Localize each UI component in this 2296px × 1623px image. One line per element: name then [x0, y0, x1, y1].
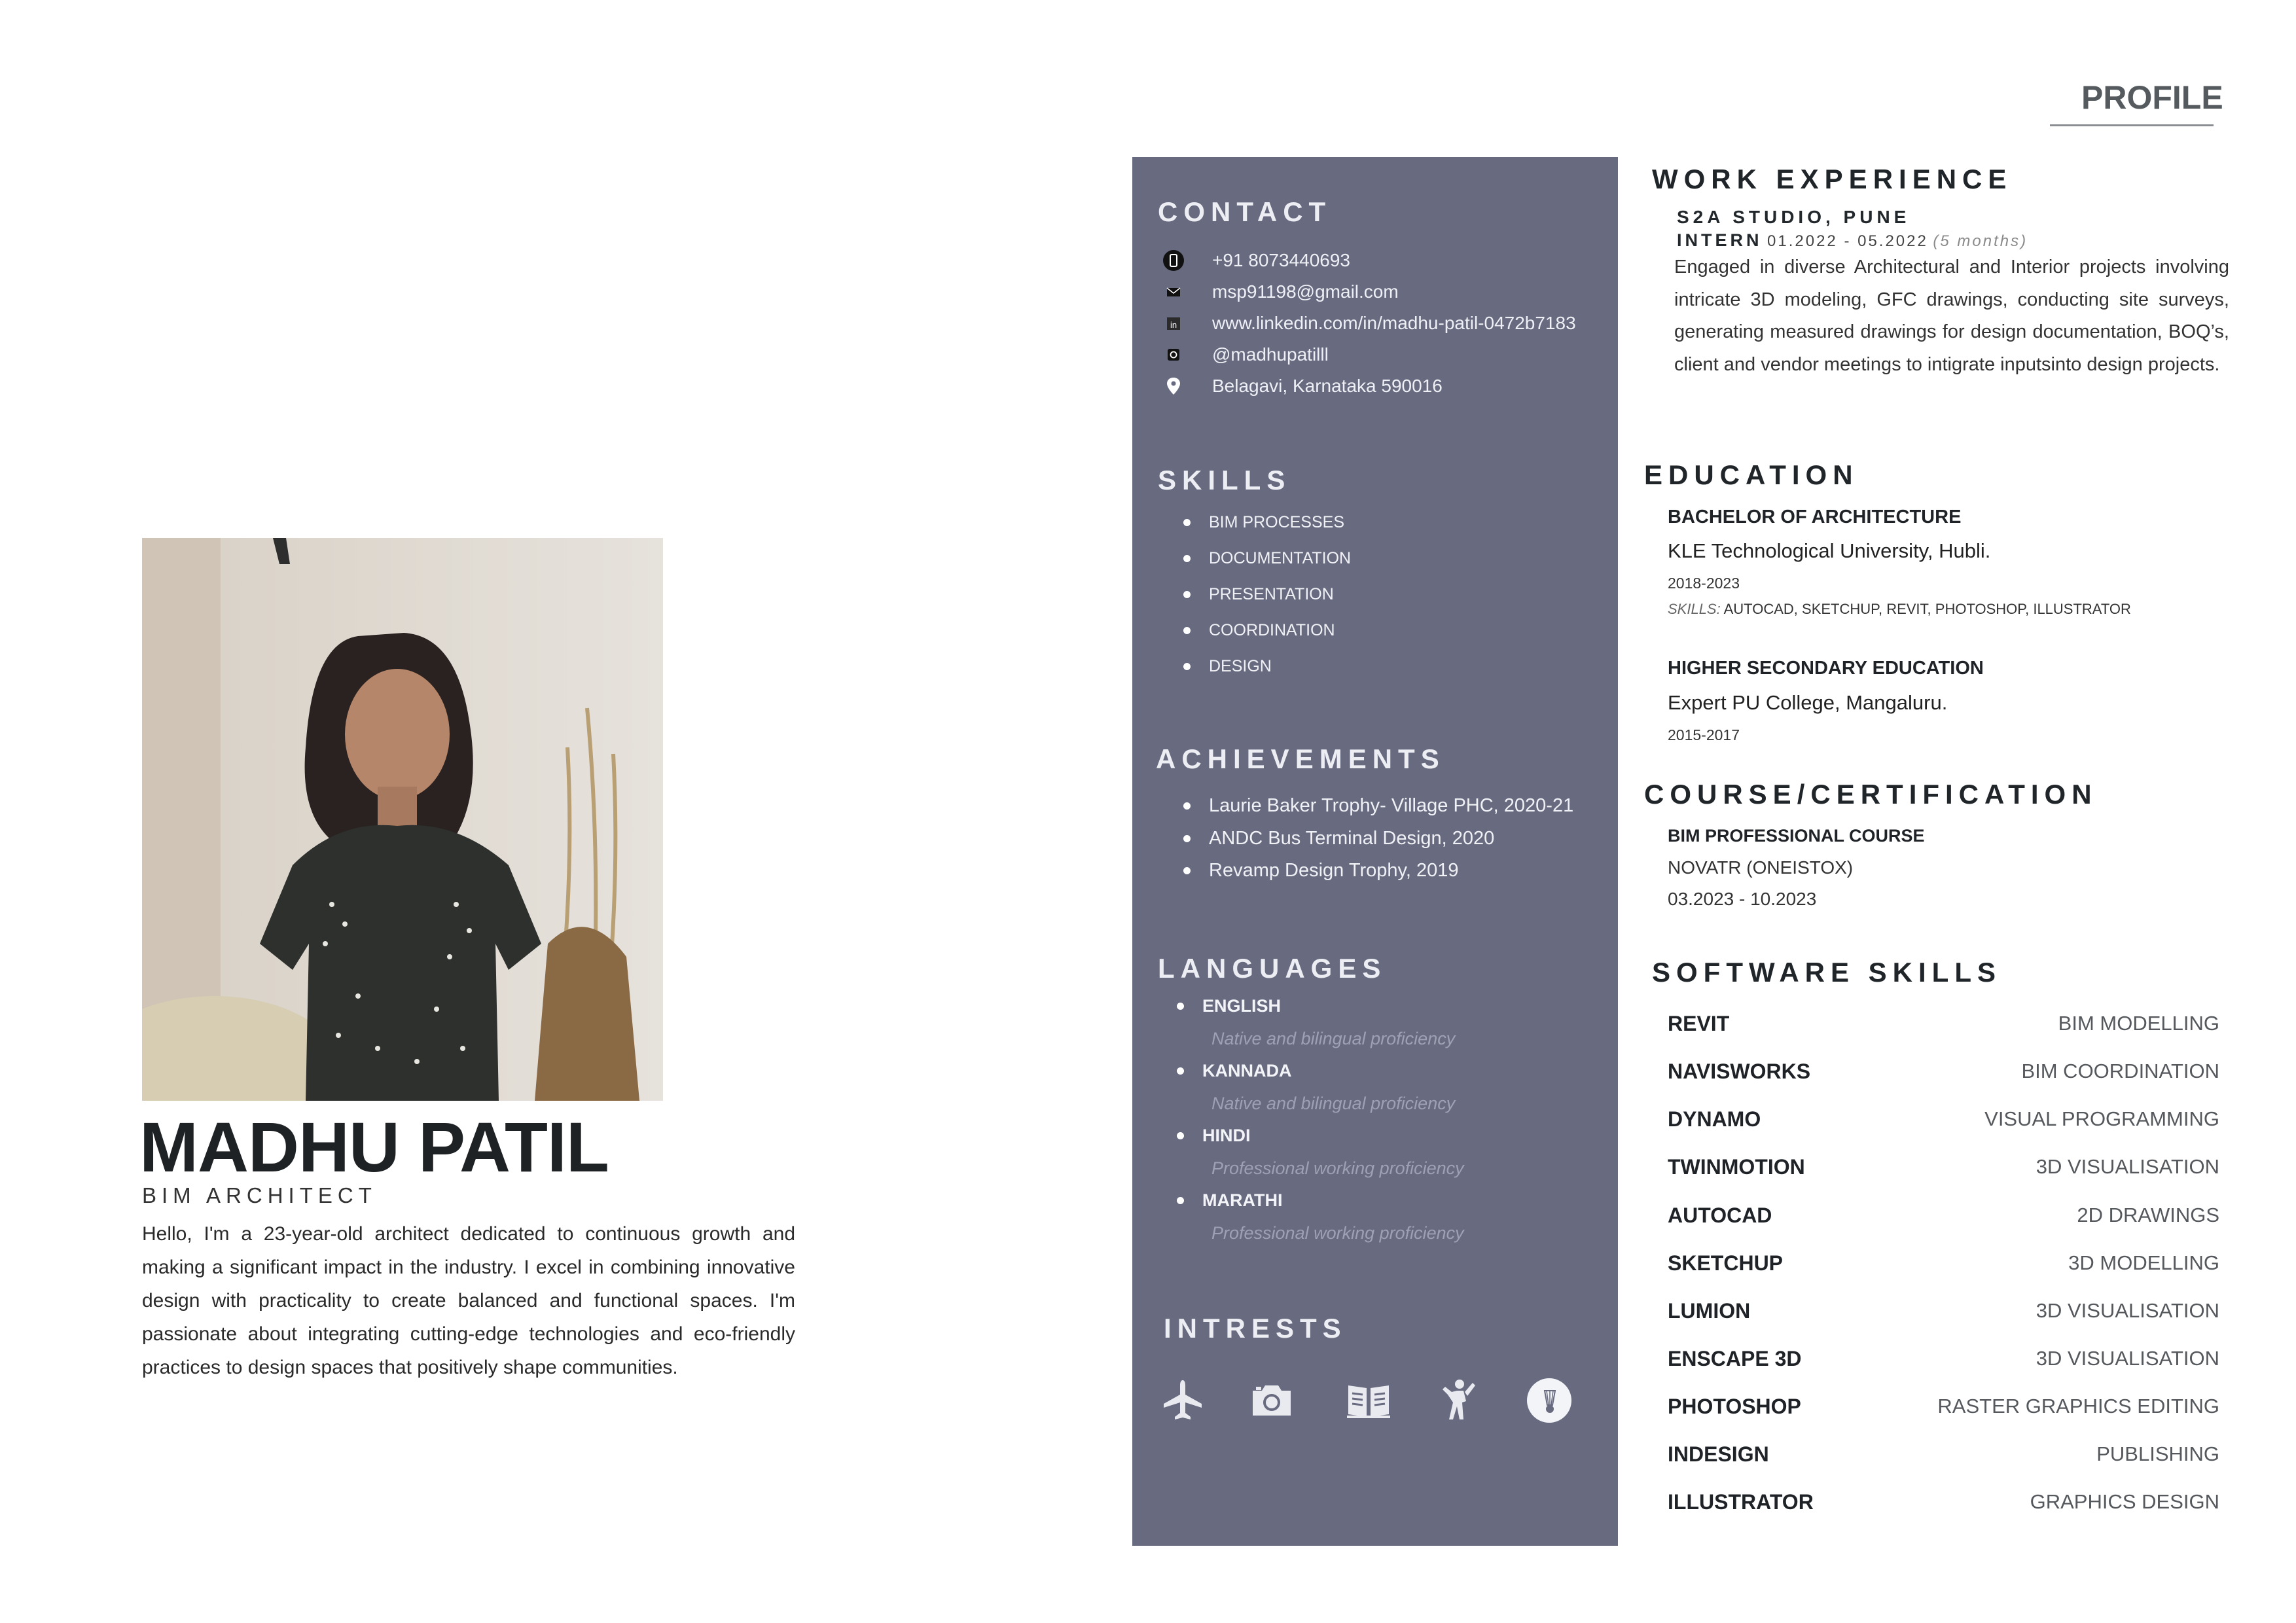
- airplane-icon: [1158, 1376, 1207, 1425]
- language-level: Professional working proficiency: [1211, 1223, 1464, 1243]
- contact-email[interactable]: [1162, 279, 1399, 305]
- contact-phone-text: +91 8073440693: [1212, 250, 1350, 270]
- language-name: KANNADA: [1177, 1061, 1292, 1081]
- work-company: S2A STUDIO, PUNE: [1677, 207, 1910, 227]
- contact-email-text: msp91198@gmail.com: [1212, 281, 1399, 302]
- software-name: PHOTOSHOP: [1668, 1395, 1801, 1418]
- software-category: PUBLISHING: [2096, 1442, 2219, 1465]
- person-role: BIM ARCHITECT: [142, 1183, 377, 1207]
- software-category: 3D MODELLING: [2068, 1251, 2219, 1274]
- software-name: LUMION: [1668, 1299, 1751, 1323]
- language-level: Native and bilingual proficiency: [1211, 1094, 1456, 1113]
- svg-text:in: in: [1170, 320, 1177, 330]
- contact-instagram-text: @madhupatilll: [1212, 344, 1329, 365]
- course-dates: 03.2023 - 10.2023: [1668, 889, 1817, 909]
- location-pin-icon: [1162, 375, 1185, 397]
- software-name: TWINMOTION: [1668, 1155, 1805, 1179]
- contact-instagram[interactable]: [1162, 342, 1329, 368]
- software-name: INDESIGN: [1668, 1442, 1769, 1466]
- achievement-item: Revamp Design Trophy, 2019: [1183, 860, 1459, 882]
- work-heading: WORK EXPERIENCE: [1652, 164, 2013, 194]
- software-category: BIM COORDINATION: [2021, 1060, 2219, 1082]
- instagram-icon: [1162, 344, 1185, 366]
- language-level: Professional working proficiency: [1211, 1158, 1464, 1178]
- contact-location: [1162, 373, 1443, 399]
- software-category: RASTER GRAPHICS EDITING: [1937, 1395, 2219, 1418]
- linkedin-icon: [1162, 312, 1185, 334]
- skill-item: DOCUMENTATION: [1183, 549, 1351, 568]
- skill-item: COORDINATION: [1183, 621, 1335, 640]
- education-years: 2018-2023: [1668, 575, 1740, 592]
- education-skills-list: AUTOCAD, SKETCHUP, REVIT, PHOTOSHOP, ILLUSTRATOR: [1723, 601, 2131, 617]
- contact-location-text: Belagavi, Karnataka 590016: [1212, 376, 1443, 396]
- profile-photo: [142, 538, 663, 1101]
- achievements-heading: ACHIEVEMENTS: [1156, 743, 1445, 774]
- skill-item: BIM PROCESSES: [1183, 513, 1344, 532]
- course-heading: COURSE/CERTIFICATION: [1644, 779, 2098, 810]
- achievement-item: ANDC Bus Terminal Design, 2020: [1183, 828, 1494, 849]
- languages-heading: LANGUAGES: [1158, 953, 1387, 984]
- education-skills: [1668, 601, 2131, 618]
- software-name: AUTOCAD: [1668, 1204, 1772, 1227]
- language-name: ENGLISH: [1177, 996, 1281, 1016]
- contact-heading: CONTACT: [1158, 196, 1332, 227]
- software-category: VISUAL PROGRAMMING: [1984, 1107, 2219, 1130]
- language-level: Native and bilingual proficiency: [1211, 1029, 1456, 1048]
- education-degree: HIGHER SECONDARY EDUCATION: [1668, 658, 1984, 679]
- skill-item: PRESENTATION: [1183, 585, 1334, 604]
- interests-heading: INTRESTS: [1164, 1313, 1347, 1344]
- software-category: 2D DRAWINGS: [2077, 1204, 2219, 1226]
- software-name: SKETCHUP: [1668, 1251, 1784, 1275]
- mail-icon: [1162, 281, 1185, 303]
- software-name: ILLUSTRATOR: [1668, 1490, 1814, 1514]
- software-category: 3D VISUALISATION: [2036, 1347, 2219, 1370]
- software-name: REVIT: [1668, 1012, 1730, 1035]
- software-category: 3D VISUALISATION: [2036, 1155, 2219, 1178]
- software-category: 3D VISUALISATION: [2036, 1299, 2219, 1322]
- camera-icon: [1247, 1376, 1296, 1425]
- education-years: 2015-2017: [1668, 726, 1740, 743]
- dance-icon: [1433, 1376, 1482, 1425]
- language-name: HINDI: [1177, 1126, 1251, 1146]
- software-name: DYNAMO: [1668, 1107, 1761, 1131]
- work-duration: (5 months): [1933, 232, 2028, 250]
- software-name: NAVISWORKS: [1668, 1060, 1811, 1083]
- profile-title: PROFILE: [2081, 79, 2223, 116]
- education-heading: EDUCATION: [1644, 459, 1859, 490]
- work-position: INTERN: [1677, 230, 1763, 250]
- person-bio: Hello, I'm a 23-year-old architect dedicated to continuous growth and making a significant impact in the industry. I excel in combining innovative design with practicality to create balanced and functional spaces. I'm passionate about integrating cutting-edge technologies and eco-friendly practices to design spaces that positively shape communities.: [142, 1223, 795, 1378]
- work-dates: 01.2022 - 05.2022: [1767, 232, 1928, 250]
- badminton-icon: [1525, 1376, 1573, 1425]
- education-degree: BACHELOR OF ARCHITECTURE: [1668, 507, 1962, 527]
- software-category: BIM MODELLING: [2058, 1012, 2219, 1035]
- course-title: BIM PROFESSIONAL COURSE: [1668, 826, 1925, 846]
- software-heading: SOFTWARE SKILLS: [1652, 957, 2001, 988]
- skills-heading: SKILLS: [1158, 465, 1291, 495]
- software-name: ENSCAPE 3D: [1668, 1347, 1802, 1370]
- profile-underline: [2050, 124, 2214, 126]
- work-meta: [1677, 230, 2028, 251]
- course-provider: NOVATR (ONEISTOX): [1668, 857, 1854, 878]
- education-school: Expert PU College, Mangaluru.: [1668, 691, 1948, 714]
- contact-linkedin-text: www.linkedin.com/in/madhu-patil-0472b7183: [1212, 313, 1576, 333]
- work-description: Engaged in diverse Architectural and Interior projects involving intricate 3D modeling, GFC drawings, conducting site surveys, generating measured drawings for design documentation, BOQ’s, client and vendor meetings to intigrate inputsinto design projects.: [1674, 257, 2229, 375]
- contact-linkedin[interactable]: [1162, 310, 1576, 336]
- phone-icon: [1162, 249, 1185, 272]
- language-name: MARATHI: [1177, 1190, 1282, 1211]
- contact-phone: [1162, 247, 1350, 274]
- book-icon: [1344, 1376, 1393, 1425]
- achievement-item: Laurie Baker Trophy- Village PHC, 2020-21: [1183, 795, 1573, 817]
- software-category: GRAPHICS DESIGN: [2030, 1490, 2219, 1513]
- education-school: KLE Technological University, Hubli.: [1668, 539, 1991, 562]
- person-name: MADHU PATIL: [139, 1107, 609, 1186]
- skill-item: DESIGN: [1183, 657, 1272, 676]
- education-skills-label: SKILLS:: [1668, 601, 1721, 617]
